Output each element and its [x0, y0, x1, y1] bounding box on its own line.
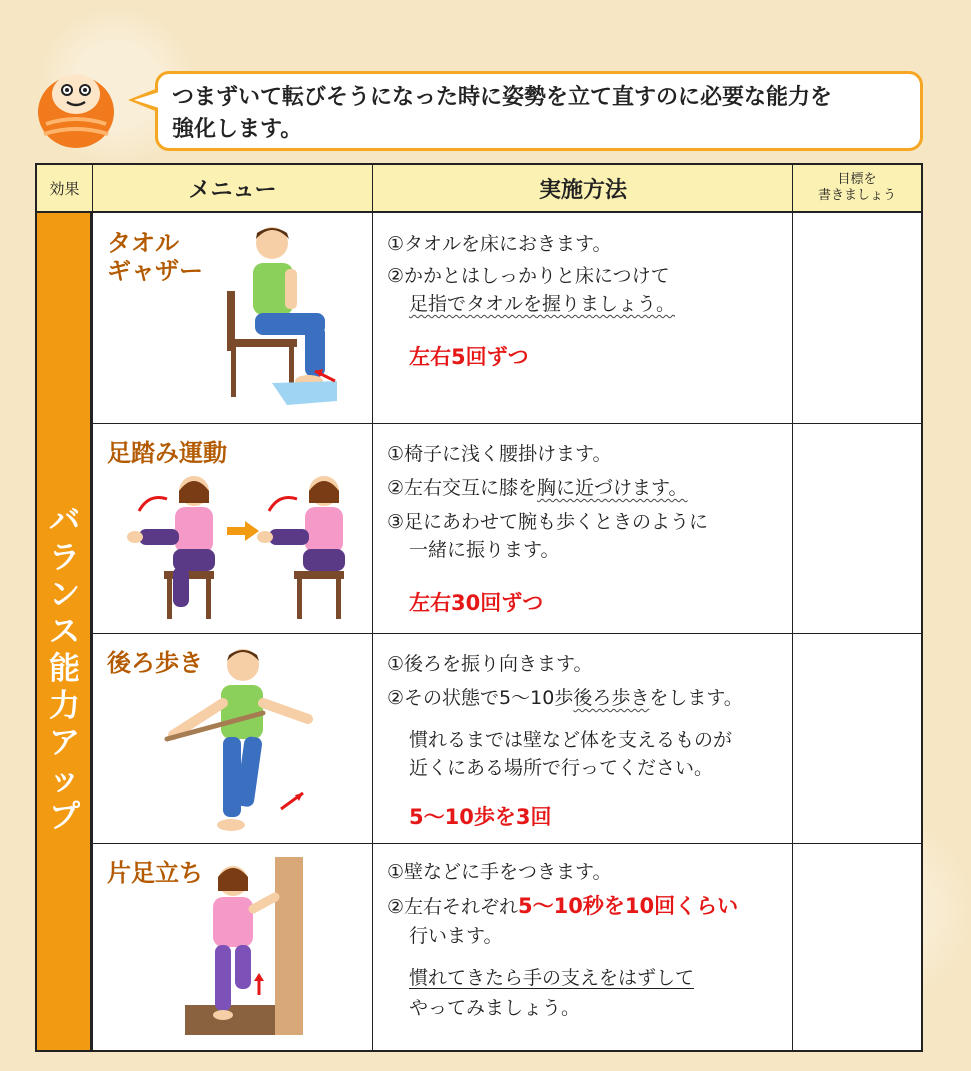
menu-title-one-leg-stand: 片足立ち	[107, 859, 203, 887]
header-menu: メニュー	[92, 165, 373, 213]
daruma-mascot-icon	[34, 66, 118, 150]
one-leg-stand-illustration	[185, 857, 305, 1037]
header-effect: 効果	[37, 165, 92, 213]
stepping-step-3b: 一緒に振ります。	[409, 539, 560, 561]
intro-line-1: つまずいて転びそうになった時に姿勢を立て直すのに必要な能力を	[172, 85, 833, 110]
stepping-step-3a: ③足にあわせて腕も歩くときのように	[387, 511, 709, 533]
stepping-step-1: ①椅子に浅く腰掛けます。	[387, 443, 612, 465]
effect-label-char: ッ	[49, 762, 80, 798]
goal-cell-towel[interactable]	[793, 213, 921, 423]
one-leg-note-2: やってみましょう。	[409, 997, 581, 1019]
backward-step-1: ①後ろを振り向きます。	[387, 653, 593, 675]
one-leg-step-2c: 行います。	[409, 925, 503, 947]
towel-step-2b: 足指でタオルを握りましょう。	[409, 293, 676, 315]
effect-label-char: ス	[49, 614, 80, 650]
header-goal-line1: 目標を	[837, 172, 877, 187]
one-leg-step-2: ②左右それぞれ5〜10秒を10回くらい	[387, 894, 739, 918]
header-method: 実施方法	[373, 165, 793, 213]
stepping-step-2: ②左右交互に膝を胸に近づけます。	[387, 477, 688, 499]
effect-label-char: バ	[49, 503, 80, 539]
towel-step-2a: ②かかとはしっかりと床につけて	[387, 265, 670, 287]
effect-label-char: 能	[49, 651, 80, 687]
header-goal-line2: 書きましょう	[817, 188, 896, 203]
towel-reps: 左右5回ずつ	[409, 345, 529, 369]
backward-reps: 5〜10歩を3回	[409, 805, 552, 829]
effect-label-char: ン	[49, 577, 80, 613]
effect-column	[37, 213, 92, 1050]
intro-speech-bubble	[155, 71, 923, 151]
goal-cell-stepping[interactable]	[793, 424, 921, 633]
effect-label-char: ラ	[49, 540, 80, 576]
effect-label	[37, 503, 92, 836]
effect-label-char: ア	[49, 725, 80, 761]
one-leg-step-1: ①壁などに手をつきます。	[387, 861, 612, 883]
menu-title-towel-gather: タオル ギャザー	[107, 229, 203, 285]
goal-cell-backward[interactable]	[793, 634, 921, 843]
stepping-reps: 左右30回ずつ	[409, 591, 544, 615]
header-goal	[793, 165, 921, 213]
intro-line-2: 強化します。	[172, 117, 303, 142]
backward-walk-illustration	[163, 643, 313, 838]
goal-cell-one-leg[interactable]	[793, 844, 921, 1050]
stepping-illustration	[109, 471, 359, 621]
menu-title-backward-walk: 後ろ歩き	[107, 649, 203, 677]
menu-title-stepping: 足踏み運動	[107, 439, 227, 467]
one-leg-note-1: 慣れてきたら手の支えをはずして	[409, 967, 695, 989]
effect-label-char: プ	[49, 799, 80, 835]
effect-label-char: 力	[49, 688, 80, 724]
backward-note-2: 近くにある場所で行ってください。	[409, 757, 714, 779]
backward-note-1: 慣れるまでは壁など体を支えるものが	[409, 729, 733, 751]
backward-step-2: ②その状態で5〜10歩後ろ歩きをします。	[387, 687, 743, 709]
towel-step-1: ①タオルを床におきます。	[387, 233, 612, 255]
exercise-table	[35, 163, 923, 1052]
towel-gather-illustration	[197, 221, 337, 411]
